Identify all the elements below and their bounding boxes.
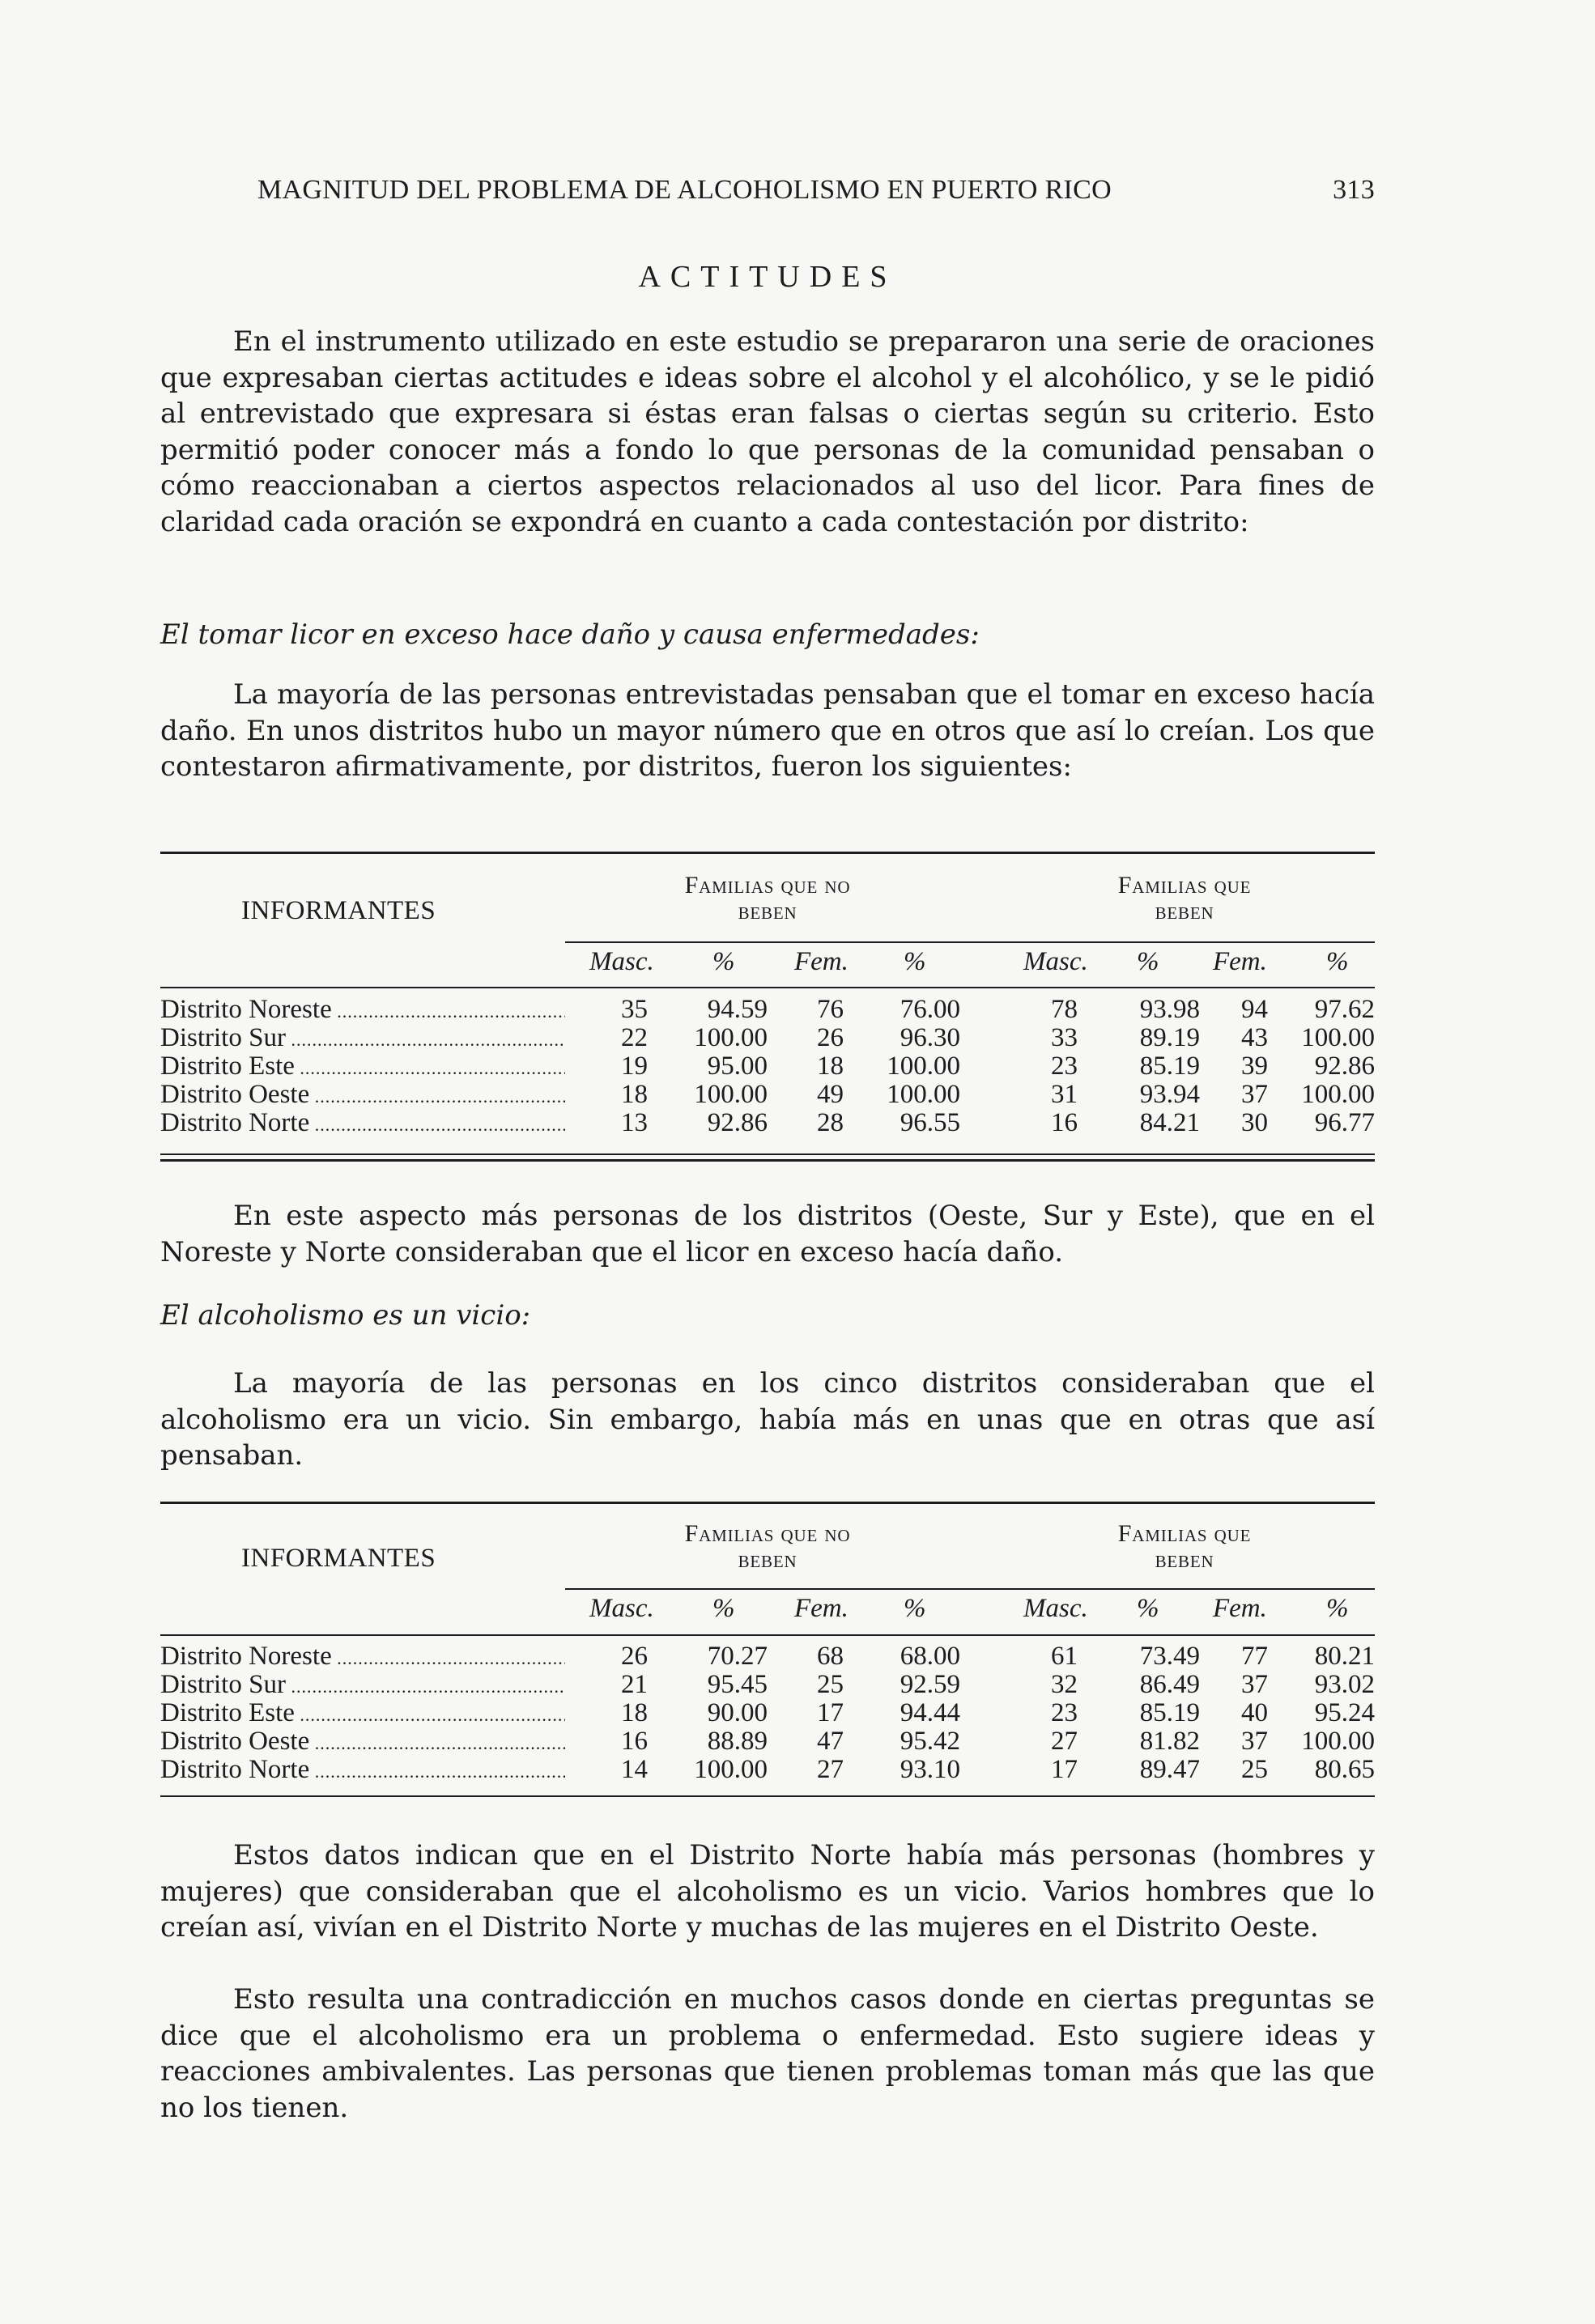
col-nb-fem: Fem.: [794, 947, 849, 976]
group-header-no-beben: [614, 873, 921, 924]
subheader-rule: [565, 941, 1375, 943]
district-name: Distrito Sur .....: [160, 1671, 565, 1701]
cell-b-masc-pct: 85.19: [1139, 1698, 1200, 1727]
cell-nb-fem-pct: 100.00: [887, 1052, 960, 1081]
cell-b-masc-pct: 89.19: [1139, 1023, 1200, 1052]
table-bottom-rule: [160, 1795, 1375, 1797]
cell-nb-fem: 49: [817, 1080, 844, 1109]
cell-b-fem: 37: [1241, 1670, 1268, 1699]
cell-b-masc-pct: 85.19: [1139, 1052, 1200, 1081]
cell-b-fem: 77: [1241, 1642, 1268, 1671]
cell-b-masc-pct: 73.49: [1139, 1642, 1200, 1671]
table-row: [160, 1081, 1375, 1109]
paragraph-datos: Estos datos indican que en el Distrito Norte había más personas (hombres y mujeres) que consideraban que el alcoholismo es un vicio. Varios hombres que lo creían así, vivían en el Distrito Norte y muchas de las mujeres en el Distrito Oeste.: [160, 1839, 1375, 1944]
col-b-masc-pct: %: [1137, 947, 1159, 976]
col-b-fem: Fem.: [1213, 1594, 1267, 1623]
col-b-fem-pct: %: [1326, 1594, 1349, 1623]
cell-b-fem-pct: 96.77: [1314, 1108, 1375, 1137]
group-header-beben: [1035, 873, 1334, 924]
subhead-exceso: El tomar licor en exceso hace daño y causa enfermedades:: [160, 618, 980, 651]
col-nb-masc: Masc.: [589, 1594, 654, 1623]
cell-b-masc-pct: 93.94: [1139, 1080, 1200, 1109]
cell-nb-masc-pct: 95.00: [707, 1052, 768, 1081]
cell-b-masc-pct: 93.98: [1139, 995, 1200, 1024]
cell-b-fem-pct: 100.00: [1301, 1727, 1375, 1756]
cell-nb-masc-pct: 70.27: [707, 1642, 768, 1671]
cell-b-fem-pct: 80.65: [1314, 1755, 1375, 1784]
table-row: [160, 996, 1375, 1024]
district-name: Distrito Norte .....: [160, 1756, 565, 1786]
cell-b-fem-pct: 100.00: [1301, 1023, 1375, 1052]
table-row: [160, 1024, 1375, 1052]
table-exceso: [160, 852, 1375, 1175]
col-b-fem-pct: %: [1326, 947, 1349, 976]
cell-nb-fem: 25: [817, 1670, 844, 1699]
cell-b-masc: 33: [1051, 1023, 1078, 1052]
cell-nb-fem: 76: [817, 995, 844, 1024]
table-top-rule: [160, 852, 1375, 854]
table-row: [160, 1756, 1375, 1784]
cell-nb-fem-pct: 96.55: [900, 1108, 960, 1137]
col-nb-fem-pct: %: [904, 1594, 926, 1623]
cell-nb-masc: 21: [621, 1670, 648, 1699]
group-header-no-beben: [614, 1521, 921, 1573]
cell-nb-masc-pct: 94.59: [707, 995, 768, 1024]
cell-nb-fem: 27: [817, 1755, 844, 1784]
col-nb-masc-pct: %: [712, 1594, 735, 1623]
group-header-beben-line2: beben: [1155, 1546, 1214, 1573]
cell-nb-masc: 18: [621, 1080, 648, 1109]
district-name: Distrito Noreste .....: [160, 996, 565, 1026]
cell-b-masc: 16: [1051, 1108, 1078, 1137]
cell-b-fem-pct: 100.00: [1301, 1080, 1375, 1109]
cell-b-masc: 61: [1051, 1642, 1078, 1671]
table-vicio: [160, 1502, 1375, 1809]
col-b-fem: Fem.: [1213, 947, 1267, 976]
cell-nb-masc: 13: [621, 1108, 648, 1137]
district-name: Distrito Oeste .....: [160, 1081, 565, 1111]
cell-b-fem: 37: [1241, 1727, 1268, 1756]
section-title: ACTITUDES: [638, 260, 897, 294]
district-name: Distrito Oeste .....: [160, 1727, 565, 1757]
cell-nb-fem: 28: [817, 1108, 844, 1137]
subhead-vicio: El alcoholismo es un vicio:: [160, 1299, 531, 1332]
cell-nb-masc-pct: 90.00: [707, 1698, 768, 1727]
cell-b-fem: 94: [1241, 995, 1268, 1024]
cell-b-fem: 25: [1241, 1755, 1268, 1784]
cell-nb-fem-pct: 96.30: [900, 1023, 960, 1052]
cell-b-masc-pct: 89.47: [1139, 1755, 1200, 1784]
page-number: 313: [1333, 175, 1375, 205]
table-row: [160, 1052, 1375, 1081]
cell-nb-fem-pct: 95.42: [900, 1727, 960, 1756]
cell-b-fem: 40: [1241, 1698, 1268, 1727]
cell-nb-masc: 14: [621, 1755, 648, 1784]
intro-paragraph: En el instrumento utilizado en este estudio se prepararon una serie de oraciones que expresaban ciertas actitudes e ideas sobre el alcohol y el alcohólico, y se le pidió al entrevistado que expresara si éstas eran falsas o ciertas según su criterio. Esto permitió poder conocer más a fondo lo que personas de la comunidad pensaban o cómo reaccionaban a ciertos aspectos relacionados al uso del licor. Para fines de claridad cada oración se expondrá en cuanto a cada contestación por distrito:: [160, 325, 1375, 538]
district-name: Distrito Este .....: [160, 1699, 565, 1729]
col-nb-fem-pct: %: [904, 947, 926, 976]
cell-nb-fem-pct: 100.00: [887, 1080, 960, 1109]
group-header-no-beben-line2: beben: [738, 1546, 798, 1573]
cell-nb-masc-pct: 100.00: [694, 1755, 768, 1784]
cell-nb-masc-pct: 100.00: [694, 1080, 768, 1109]
cell-b-masc: 32: [1051, 1670, 1078, 1699]
cell-nb-masc-pct: 100.00: [694, 1023, 768, 1052]
cell-nb-masc: 16: [621, 1727, 648, 1756]
cell-b-masc-pct: 84.21: [1139, 1108, 1200, 1137]
cell-b-masc: 17: [1051, 1755, 1078, 1784]
group-header-beben-line1: Familias que: [1117, 1520, 1252, 1547]
running-title: MAGNITUD DEL PROBLEMA DE ALCOHOLISMO EN PUERTO RICO: [257, 175, 1112, 205]
district-name: Distrito Norte .....: [160, 1109, 565, 1139]
cell-b-fem: 37: [1241, 1080, 1268, 1109]
table-row: [160, 1671, 1375, 1699]
district-name: Distrito Este .....: [160, 1052, 565, 1082]
table-row: [160, 1642, 1375, 1671]
col-b-masc: Masc.: [1023, 947, 1088, 976]
group-header-beben-line1: Familias que: [1117, 872, 1252, 899]
cell-b-masc: 23: [1051, 1052, 1078, 1081]
cell-nb-fem: 26: [817, 1023, 844, 1052]
table-row: [160, 1727, 1375, 1756]
group-header-beben-line2: beben: [1155, 898, 1214, 924]
group-header-no-beben-line1: Familias que no: [684, 1520, 851, 1547]
group-header-no-beben-line1: Familias que no: [684, 872, 851, 899]
district-name: Distrito Sur .....: [160, 1024, 565, 1054]
cell-b-fem: 39: [1241, 1052, 1268, 1081]
cell-nb-masc: 22: [621, 1023, 648, 1052]
cell-nb-masc: 19: [621, 1052, 648, 1081]
table-top-rule: [160, 1502, 1375, 1504]
cell-nb-fem-pct: 68.00: [900, 1642, 960, 1671]
cell-b-masc: 78: [1051, 995, 1078, 1024]
col-b-masc-pct: %: [1137, 1594, 1159, 1623]
col-b-masc: Masc.: [1023, 1594, 1088, 1623]
cell-b-fem-pct: 80.21: [1314, 1642, 1375, 1671]
cell-nb-masc: 26: [621, 1642, 648, 1671]
cell-b-fem-pct: 95.24: [1314, 1698, 1375, 1727]
cell-b-fem-pct: 97.62: [1314, 995, 1375, 1024]
cell-nb-masc-pct: 88.89: [707, 1727, 768, 1756]
cell-nb-fem-pct: 93.10: [900, 1755, 960, 1784]
cell-nb-masc-pct: 92.86: [707, 1108, 768, 1137]
cell-nb-fem-pct: 92.59: [900, 1670, 960, 1699]
cell-nb-fem: 18: [817, 1052, 844, 1081]
cell-nb-fem: 47: [817, 1727, 844, 1756]
cell-b-masc-pct: 81.82: [1139, 1727, 1200, 1756]
group-header-beben: [1035, 1521, 1334, 1573]
paragraph-aspecto: En este aspecto más personas de los distritos (Oeste, Sur y Este), que en el Noreste y Norte consideraban que el licor en exceso hacía daño.: [160, 1200, 1375, 1268]
cell-nb-fem-pct: 94.44: [900, 1698, 960, 1727]
col-nb-masc: Masc.: [589, 947, 654, 976]
table-row: [160, 1699, 1375, 1727]
paragraph-contradiccion: Esto resulta una contradicción en muchos casos donde en ciertas preguntas se dice que el alcoholismo era un problema o enfermedad. Esto sugiere ideas y reacciones ambivalentes. Las personas que tienen problemas toman más que las que no los tienen.: [160, 1983, 1375, 2124]
cell-b-fem-pct: 92.86: [1314, 1052, 1375, 1081]
district-name: Distrito Noreste .....: [160, 1642, 565, 1672]
cell-b-masc: 23: [1051, 1698, 1078, 1727]
cell-b-masc-pct: 86.49: [1139, 1670, 1200, 1699]
cell-nb-fem: 68: [817, 1642, 844, 1671]
cell-b-fem-pct: 93.02: [1314, 1670, 1375, 1699]
paragraph-exceso: La mayoría de las personas entrevistadas pensaban que el tomar en exceso hacía daño. En unos distritos hubo un mayor número que en otros que así lo creían. Los que contestaron afirmativamente, por distritos, fueron los siguientes:: [160, 678, 1375, 783]
table-bottom-rule: [160, 1154, 1375, 1155]
table-row: [160, 1109, 1375, 1137]
cell-b-fem: 30: [1241, 1108, 1268, 1137]
cell-nb-masc-pct: 95.45: [707, 1670, 768, 1699]
cell-b-masc: 27: [1051, 1727, 1078, 1756]
table-bottom-rule-double: [160, 1159, 1375, 1162]
paragraph-vicio: La mayoría de las personas en los cinco distritos consideraban que el alcoholismo era un vicio. Sin embargo, había más en unas que en otras que así pensaban.: [160, 1367, 1375, 1472]
col-header-informantes: INFORMANTES: [241, 896, 436, 925]
group-header-no-beben-line2: beben: [738, 898, 798, 924]
cell-nb-masc: 35: [621, 995, 648, 1024]
header-bottom-rule: [160, 987, 1375, 988]
cell-nb-fem-pct: 76.00: [900, 995, 960, 1024]
cell-nb-fem: 17: [817, 1698, 844, 1727]
col-nb-masc-pct: %: [712, 947, 735, 976]
header-bottom-rule: [160, 1634, 1375, 1636]
subheader-rule: [565, 1588, 1375, 1590]
cell-nb-masc: 18: [621, 1698, 648, 1727]
col-header-informantes: INFORMANTES: [241, 1544, 436, 1573]
col-nb-fem: Fem.: [794, 1594, 849, 1623]
cell-b-fem: 43: [1241, 1023, 1268, 1052]
cell-b-masc: 31: [1051, 1080, 1078, 1109]
